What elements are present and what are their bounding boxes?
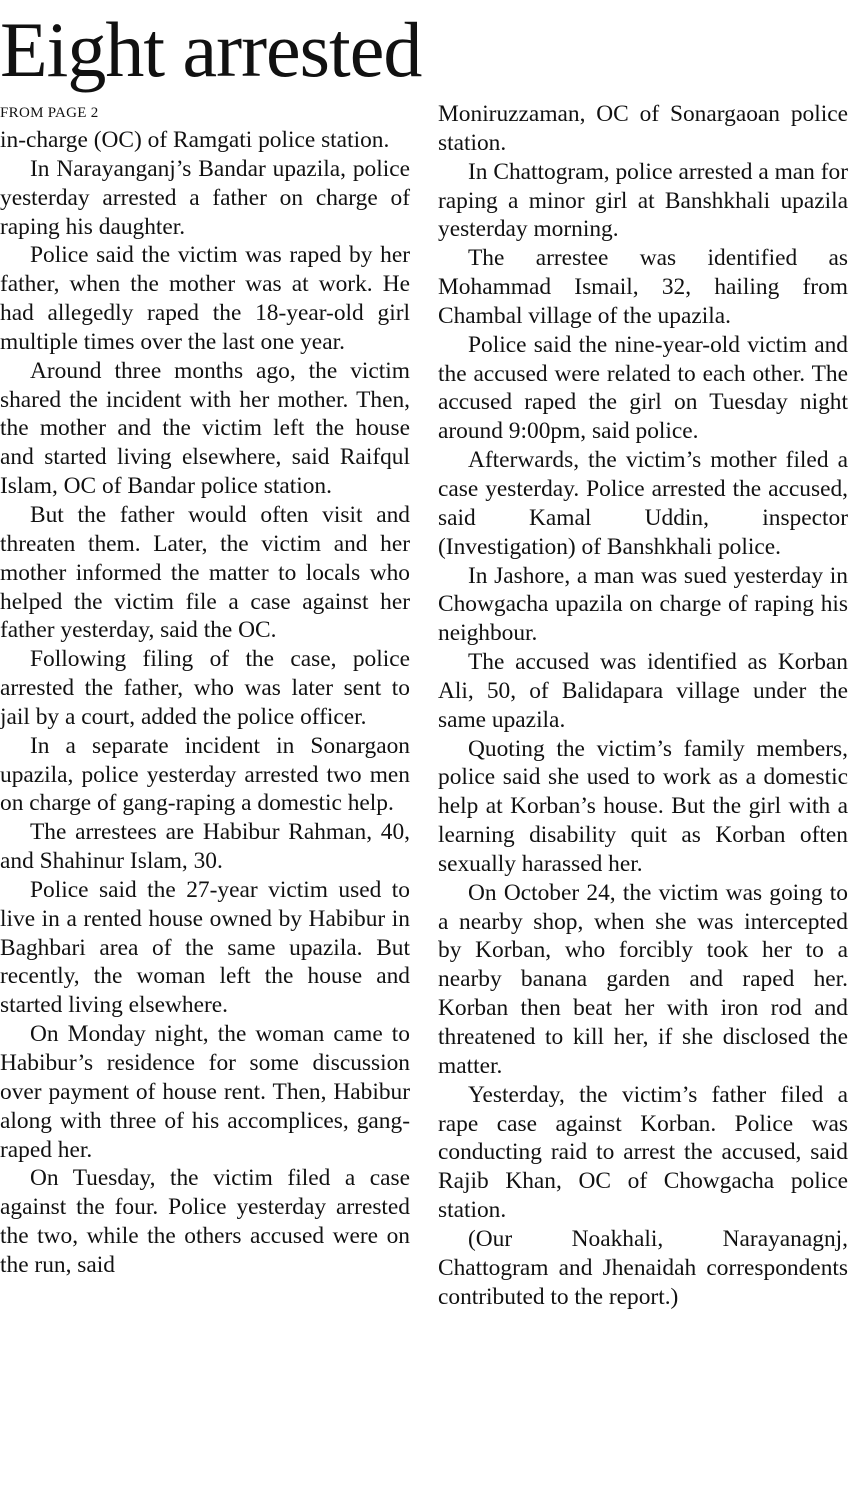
paragraph: Police said the nine-year-old victim and the accused were related to each other. The accused raped the girl on Tuesday night around 9:00pm, said police. <box>438 331 848 445</box>
paragraph: Following filing of the case, police arrested the father, who was later sent to jail by a court, added the police officer. <box>0 646 410 730</box>
paragraph: In a separate incident in Sonargaon upazila, police yesterday arrested two men on charge of gang-raping a domestic help. <box>0 732 410 817</box>
headline: Eight arrested <box>0 6 422 93</box>
paragraph: Moniruzzaman, OC of Sonargaoan police station. <box>438 101 848 156</box>
paragraph: But the father would often visit and threaten them. Later, the victim and her mother informed the matter to locals who helped the victim file a case against her father yesterday, said the OC. <box>0 501 410 644</box>
paragraph: (Our Noakhali, Narayanagnj, Chattogram and Jhenaidah correspondents contributed to the report.) <box>438 1225 848 1310</box>
paragraph: Yesterday, the victim’s father filed a rape case against Korban. Police was conducting raid to arrest the accused, said Rajib Khan, OC of Chowgacha police station. <box>438 1081 848 1224</box>
paragraph: In Chattogram, police arrested a man for raping a minor girl at Banshkhali upazila yesterday morning. <box>438 158 848 243</box>
paragraph: Police said the 27-year victim used to live in a rented house owned by Habibur in Baghbari area of the same upazila. But recently, the woman left the house and started living elsewhere. <box>0 876 410 1019</box>
paragraph: Around three months ago, the victim shared the incident with her mother. Then, the mother and the victim left the house and started living elsewhere, said Raifqul Islam, OC of Bandar police station. <box>0 357 410 500</box>
paragraph: Quoting the victim’s family members, police said she used to work as a domestic help at Korban’s house. But the girl with a learning disability quit as Korban often sexually harassed her. <box>438 735 848 877</box>
paragraph: The arrestees are Habibur Rahman, 40, and Shahinur Islam, 30. <box>0 819 410 875</box>
paragraph: On Tuesday, the victim filed a case against the four. Police yesterday arrested the two, while the others accused were on the run, said <box>0 1165 410 1278</box>
paragraph: The arrestee was identified as Mohammad Ismail, 32, hailing from Chambal village of the upazila. <box>438 245 848 329</box>
right-column <box>438 100 848 1311</box>
paragraph: On October 24, the victim was going to a nearby shop, when she was intercepted by Korban, who forcibly took her to a nearby banana garden and raped her. Korban then beat her with iron rod and threatened to kill her, if she disclosed the matter. <box>438 879 848 1079</box>
jump-line: FROM PAGE 2 <box>0 105 99 121</box>
left-column <box>0 100 410 1280</box>
paragraph: On Monday night, the woman came to Habibur’s residence for some discussion over payment of house rent. Then, Habibur along with three of his accomplices, gang-raped her. <box>0 1021 410 1163</box>
paragraph: Police said the victim was raped by her father, when the mother was at work. He had allegedly raped the 18-year-old girl multiple times over the last one year. <box>0 242 410 355</box>
paragraph: The accused was identified as Korban Ali, 50, of Balidapara village under the same upazila. <box>438 649 848 733</box>
paragraph: in-charge (OC) of Ramgati police station. <box>0 127 390 153</box>
paragraph: In Jashore, a man was sued yesterday in Chowgacha upazila on charge of raping his neighbour. <box>438 562 848 647</box>
paragraph: In Narayanganj’s Bandar upazila, police yesterday arrested a father on charge of raping his daughter. <box>0 155 410 240</box>
paragraph: Afterwards, the victim’s mother filed a case yesterday. Police arrested the accused, said Kamal Uddin, inspector (Investigation) of Banshkhali police. <box>438 447 848 560</box>
